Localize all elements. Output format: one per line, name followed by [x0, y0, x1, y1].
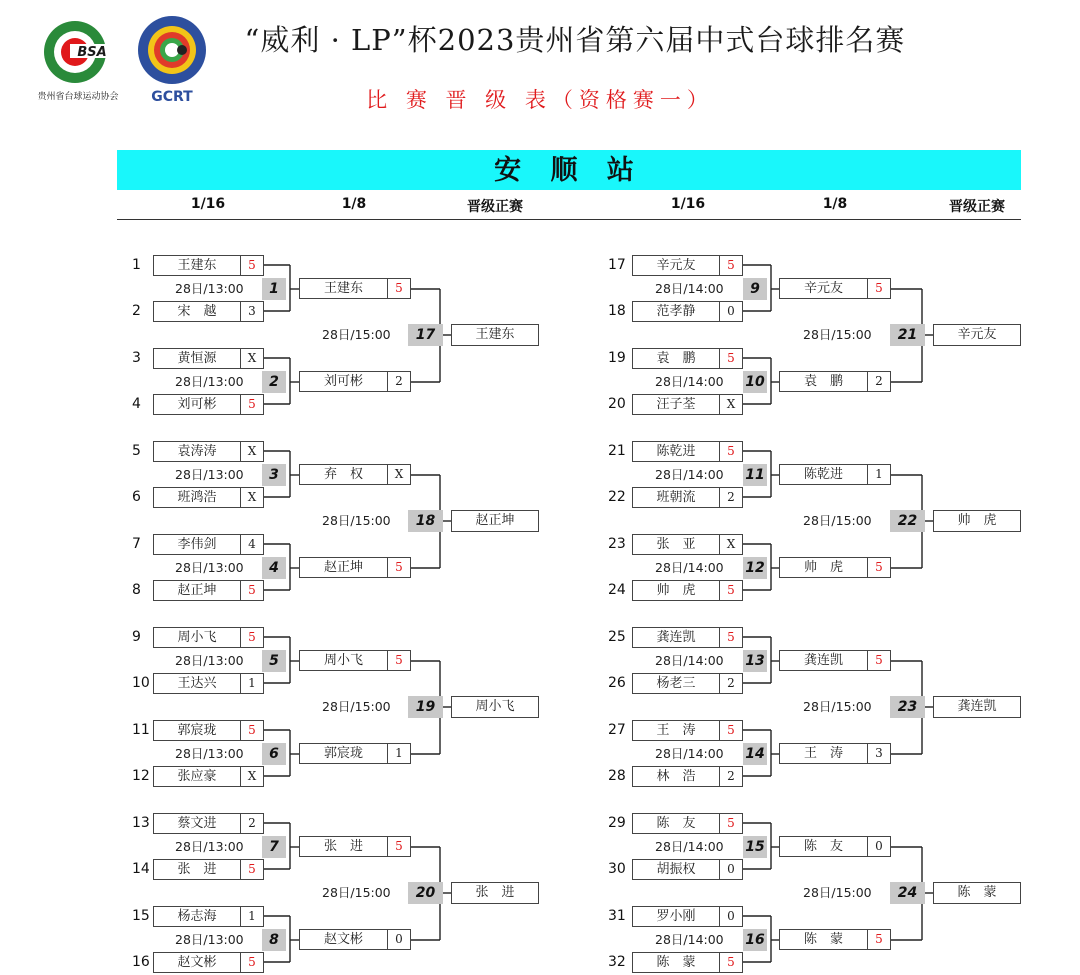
r2-match-number: 22 [890, 510, 925, 532]
seed-number: 25 [608, 629, 626, 645]
seed-number: 15 [132, 908, 150, 924]
match-time: 28日/14:00 [655, 281, 724, 296]
player-name: 胡振权 [633, 860, 720, 879]
seed-number: 17 [608, 257, 626, 273]
player-score: X [726, 397, 736, 411]
player-name: 郭宸珑 [154, 721, 241, 740]
r2-player-slot [299, 371, 411, 392]
match-number: 11 [743, 464, 767, 486]
r1-player-slot [632, 859, 743, 880]
player-name: 陈乾进 [633, 442, 720, 461]
r2-player-slot [299, 464, 411, 485]
player-score: 5 [248, 723, 256, 737]
match-time: 28日/14:00 [655, 839, 724, 854]
r1-player-slot [632, 906, 743, 927]
qualifier-box: 王建东 [451, 324, 539, 346]
seed-number: 10 [132, 675, 150, 691]
match-time: 28日/14:00 [655, 467, 724, 482]
player-score: 5 [727, 955, 735, 969]
player-score: 5 [875, 281, 883, 295]
player-name: 弃 权 [300, 465, 388, 484]
match-number: 13 [743, 650, 767, 672]
match-time: 28日/14:00 [655, 374, 724, 389]
r1-player-slot [632, 813, 743, 834]
player-name: 蔡文进 [154, 814, 241, 833]
r1-player-slot [153, 766, 264, 787]
player-score: 5 [248, 583, 256, 597]
page-subtitle: 比 赛 晋 级 表（资格赛一） [366, 88, 714, 112]
player-name: 辛元友 [633, 256, 720, 275]
player-score: 0 [875, 839, 883, 853]
match-number: 3 [262, 464, 286, 486]
svg-text:BSA: BSA [77, 45, 107, 60]
player-name: 班朝流 [633, 488, 720, 507]
r1-player-slot [153, 255, 264, 276]
seed-number: 30 [608, 861, 626, 877]
match-time: 28日/13:00 [175, 653, 244, 668]
player-name: 袁涛涛 [154, 442, 241, 461]
player-name: 张应豪 [154, 767, 241, 786]
player-score: 5 [727, 630, 735, 644]
player-name: 王达兴 [154, 674, 241, 693]
player-name: 李伟剑 [154, 535, 241, 554]
r1-player-slot [632, 580, 743, 601]
match-number: 9 [743, 278, 767, 300]
qualifier-box: 龚连凯 [933, 696, 1021, 718]
player-score: X [394, 467, 404, 481]
seed-number: 13 [132, 815, 150, 831]
player-name: 杨老三 [633, 674, 720, 693]
player-score: 5 [248, 862, 256, 876]
r1-player-slot [632, 952, 743, 973]
player-name: 辛元友 [780, 279, 868, 298]
player-name: 王 涛 [633, 721, 720, 740]
player-score: 0 [727, 304, 735, 318]
player-score: 5 [727, 583, 735, 597]
match-time: 28日/14:00 [655, 746, 724, 761]
player-name: 陈 蒙 [633, 953, 720, 972]
r2-player-slot [299, 557, 411, 578]
r1-player-slot [153, 487, 264, 508]
match-number: 7 [262, 836, 286, 858]
player-score: 5 [727, 258, 735, 272]
player-score: X [247, 490, 257, 504]
match-time: 28日/13:00 [175, 560, 244, 575]
r2-match-time: 28日/15:00 [803, 327, 872, 342]
player-name: 黄恒源 [154, 349, 241, 368]
seed-number: 6 [132, 489, 141, 505]
r2-match-number: 20 [408, 882, 443, 904]
r1-player-slot [153, 301, 264, 322]
player-score: 2 [727, 676, 735, 690]
player-name: 赵正坤 [300, 558, 388, 577]
player-score: 5 [875, 653, 883, 667]
r2-player-slot [299, 278, 411, 299]
player-score: X [726, 537, 736, 551]
r2-match-time: 28日/15:00 [322, 327, 391, 342]
r2-player-slot [779, 464, 891, 485]
col-header-r1-left: 1/16 [190, 196, 226, 212]
r1-player-slot [153, 720, 264, 741]
r2-player-slot [779, 836, 891, 857]
r1-player-slot [632, 627, 743, 648]
player-score: 5 [395, 839, 403, 853]
seed-number: 7 [132, 536, 141, 552]
player-name: 帅 虎 [780, 558, 868, 577]
r2-player-slot [299, 743, 411, 764]
player-name: 郭宸珑 [300, 744, 388, 763]
player-score: 5 [248, 630, 256, 644]
r2-player-slot [299, 650, 411, 671]
player-score: X [247, 444, 257, 458]
r1-player-slot [632, 673, 743, 694]
match-number: 8 [262, 929, 286, 951]
seed-number: 23 [608, 536, 626, 552]
player-score: 0 [395, 932, 403, 946]
player-name: 罗小刚 [633, 907, 720, 926]
seed-number: 14 [132, 861, 150, 877]
r2-match-time: 28日/15:00 [803, 885, 872, 900]
r1-player-slot [153, 534, 264, 555]
col-header-final-right: 晋级正赛 [949, 199, 1005, 215]
player-name: 王建东 [300, 279, 388, 298]
r1-player-slot [632, 720, 743, 741]
station-banner: 安 顺 站 [117, 150, 1021, 190]
match-time: 28日/13:00 [175, 281, 244, 296]
seed-number: 29 [608, 815, 626, 831]
player-name: 宋 越 [154, 302, 241, 321]
qualifier-box: 张 进 [451, 882, 539, 904]
r1-player-slot [632, 441, 743, 462]
bsa-caption: 贵州省台球运动协会 [37, 92, 119, 102]
r2-match-number: 19 [408, 696, 443, 718]
player-score: 5 [875, 560, 883, 574]
player-score: 1 [395, 746, 403, 760]
r2-match-number: 24 [890, 882, 925, 904]
r1-player-slot [153, 394, 264, 415]
r2-match-time: 28日/15:00 [322, 513, 391, 528]
seed-number: 26 [608, 675, 626, 691]
player-name: 帅 虎 [633, 581, 720, 600]
qualifier-box: 陈 蒙 [933, 882, 1021, 904]
player-name: 龚连凯 [633, 628, 720, 647]
match-time: 28日/13:00 [175, 746, 244, 761]
r2-match-time: 28日/15:00 [803, 699, 872, 714]
r1-player-slot [632, 766, 743, 787]
player-name: 赵文彬 [154, 953, 241, 972]
match-number: 12 [743, 557, 767, 579]
player-score: 5 [395, 281, 403, 295]
qualifier-box: 周小飞 [451, 696, 539, 718]
player-name: 周小飞 [154, 628, 241, 647]
seed-number: 19 [608, 350, 626, 366]
match-number: 5 [262, 650, 286, 672]
match-number: 4 [262, 557, 286, 579]
player-name: 张 亚 [633, 535, 720, 554]
col-header-r2-left: 1/8 [341, 196, 367, 212]
player-score: 1 [875, 467, 883, 481]
qualifier-box: 辛元友 [933, 324, 1021, 346]
r2-player-slot [299, 836, 411, 857]
gcrt-caption: GCRT [151, 89, 193, 105]
r1-player-slot [153, 952, 264, 973]
player-score: 1 [248, 676, 256, 690]
match-time: 28日/13:00 [175, 932, 244, 947]
player-name: 杨志海 [154, 907, 241, 926]
qualifier-box: 帅 虎 [933, 510, 1021, 532]
col-header-r2-right: 1/8 [822, 196, 848, 212]
seed-number: 3 [132, 350, 141, 366]
seed-number: 32 [608, 954, 626, 970]
r2-player-slot [779, 371, 891, 392]
seed-number: 22 [608, 489, 626, 505]
r1-player-slot [632, 394, 743, 415]
player-name: 范孝静 [633, 302, 720, 321]
seed-number: 12 [132, 768, 150, 784]
r1-player-slot [632, 301, 743, 322]
match-number: 2 [262, 371, 286, 393]
player-score: 3 [248, 304, 256, 318]
r2-match-number: 21 [890, 324, 925, 346]
r1-player-slot [153, 859, 264, 880]
r2-match-time: 28日/15:00 [322, 699, 391, 714]
match-number: 1 [262, 278, 286, 300]
r2-player-slot [779, 743, 891, 764]
seed-number: 21 [608, 443, 626, 459]
seed-number: 31 [608, 908, 626, 924]
player-score: 5 [727, 816, 735, 830]
r1-player-slot [153, 441, 264, 462]
player-name: 赵正坤 [154, 581, 241, 600]
r1-player-slot [153, 348, 264, 369]
player-name: 张 进 [300, 837, 388, 856]
seed-number: 9 [132, 629, 141, 645]
r1-player-slot [632, 487, 743, 508]
match-time: 28日/13:00 [175, 467, 244, 482]
player-score: X [247, 351, 257, 365]
page-title: “威利 · LP”杯2023贵州省第六届中式台球排名赛 [244, 23, 906, 57]
seed-number: 4 [132, 396, 141, 412]
player-score: 2 [395, 374, 403, 388]
player-score: 0 [727, 909, 735, 923]
r1-player-slot [153, 673, 264, 694]
seed-number: 5 [132, 443, 141, 459]
r1-player-slot [153, 813, 264, 834]
r2-player-slot [779, 557, 891, 578]
player-score: 5 [727, 444, 735, 458]
r1-player-slot [632, 255, 743, 276]
r2-match-time: 28日/15:00 [322, 885, 391, 900]
player-score: 2 [248, 816, 256, 830]
match-number: 16 [743, 929, 767, 951]
seed-number: 11 [132, 722, 150, 738]
player-name: 陈 友 [780, 837, 868, 856]
seed-number: 20 [608, 396, 626, 412]
player-name: 赵文彬 [300, 930, 388, 949]
player-name: 刘可彬 [300, 372, 388, 391]
seed-number: 18 [608, 303, 626, 319]
player-name: 袁 鹏 [780, 372, 868, 391]
player-name: 王建东 [154, 256, 241, 275]
r1-player-slot [153, 906, 264, 927]
player-score: 5 [875, 932, 883, 946]
player-score: 5 [248, 955, 256, 969]
seed-number: 27 [608, 722, 626, 738]
match-time: 28日/14:00 [655, 653, 724, 668]
match-time: 28日/14:00 [655, 560, 724, 575]
r2-match-time: 28日/15:00 [803, 513, 872, 528]
r1-player-slot [153, 627, 264, 648]
r2-player-slot [779, 650, 891, 671]
match-number: 14 [743, 743, 767, 765]
player-score: 5 [727, 351, 735, 365]
r2-match-number: 17 [408, 324, 443, 346]
player-name: 班鸿浩 [154, 488, 241, 507]
player-score: 4 [248, 537, 256, 551]
qualifier-box: 赵正坤 [451, 510, 539, 532]
player-score: 2 [727, 490, 735, 504]
r2-player-slot [779, 929, 891, 950]
match-time: 28日/13:00 [175, 374, 244, 389]
player-name: 周小飞 [300, 651, 388, 670]
seed-number: 28 [608, 768, 626, 784]
player-name: 刘可彬 [154, 395, 241, 414]
r2-match-number: 18 [408, 510, 443, 532]
player-name: 陈 友 [633, 814, 720, 833]
player-name: 袁 鹏 [633, 349, 720, 368]
match-time: 28日/14:00 [655, 932, 724, 947]
col-header-final-left: 晋级正赛 [467, 199, 523, 215]
match-number: 15 [743, 836, 767, 858]
player-score: 5 [727, 723, 735, 737]
seed-number: 1 [132, 257, 141, 273]
player-name: 张 进 [154, 860, 241, 879]
player-score: 3 [875, 746, 883, 760]
r1-player-slot [632, 534, 743, 555]
player-name: 陈 蒙 [780, 930, 868, 949]
player-score: 2 [727, 769, 735, 783]
seed-number: 8 [132, 582, 141, 598]
player-name: 王 涛 [780, 744, 868, 763]
player-name: 汪子荃 [633, 395, 720, 414]
player-score: 5 [248, 397, 256, 411]
r2-match-number: 23 [890, 696, 925, 718]
player-score: 5 [395, 653, 403, 667]
seed-number: 24 [608, 582, 626, 598]
seed-number: 16 [132, 954, 150, 970]
player-score: 5 [395, 560, 403, 574]
player-name: 龚连凯 [780, 651, 868, 670]
r1-player-slot [153, 580, 264, 601]
player-name: 林 浩 [633, 767, 720, 786]
player-name: 陈乾进 [780, 465, 868, 484]
player-score: 5 [248, 258, 256, 272]
match-time: 28日/13:00 [175, 839, 244, 854]
player-score: 1 [248, 909, 256, 923]
player-score: 0 [727, 862, 735, 876]
match-number: 10 [743, 371, 767, 393]
seed-number: 2 [132, 303, 141, 319]
player-score: 2 [875, 374, 883, 388]
col-header-r1-right: 1/16 [670, 196, 706, 212]
player-score: X [247, 769, 257, 783]
r2-player-slot [779, 278, 891, 299]
r2-player-slot [299, 929, 411, 950]
match-number: 6 [262, 743, 286, 765]
r1-player-slot [632, 348, 743, 369]
